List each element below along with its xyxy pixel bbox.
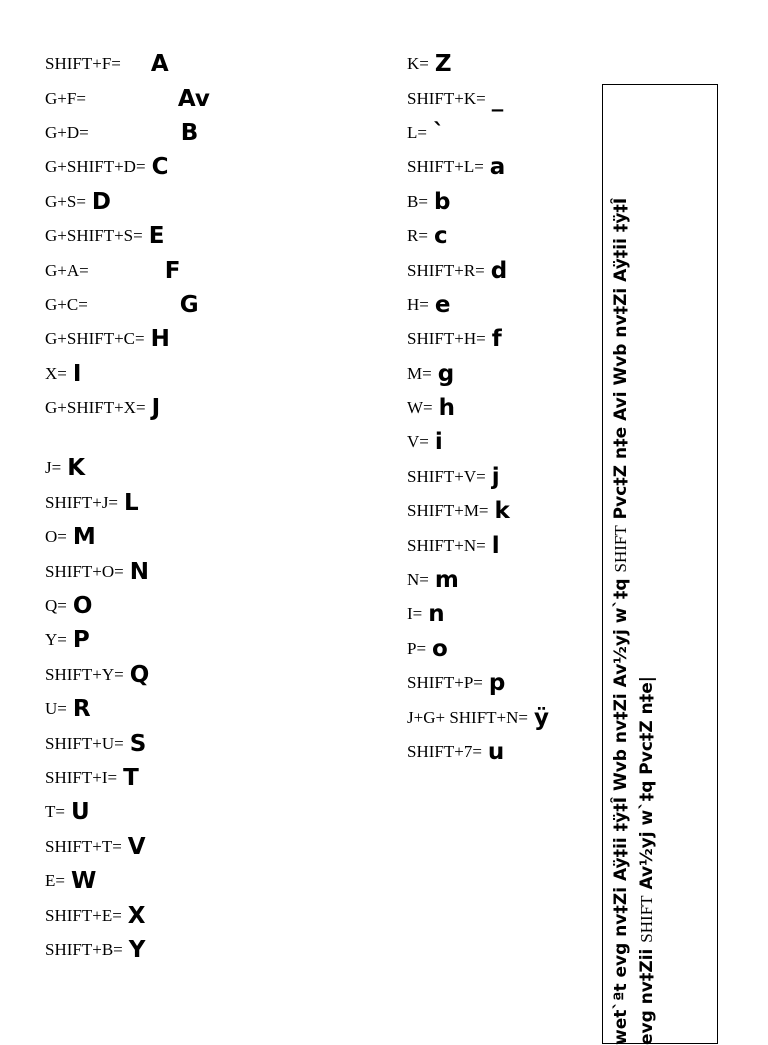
key-combo: I=	[407, 604, 423, 624]
output-character: b	[433, 188, 451, 215]
key-mapping-row	[45, 451, 375, 485]
key-mapping-row	[407, 253, 597, 287]
output-character: C	[151, 154, 169, 181]
output-character: f	[491, 326, 502, 353]
output-character: F	[164, 257, 181, 284]
output-character: c	[433, 223, 448, 250]
output-character: _	[491, 85, 504, 112]
output-character: l	[491, 532, 500, 559]
key-combo: G+S=	[45, 191, 86, 211]
output-character: U	[70, 799, 90, 826]
key-combo: SHIFT+V=	[407, 466, 486, 486]
key-mapping-row	[45, 898, 375, 932]
key-mapping-row	[45, 795, 375, 829]
output-character: m	[434, 567, 459, 594]
side-note-line-1-part-a: wet`ªt evg nv‡Zi Aÿ‡ii ‡ÿ‡Î Wvb nv‡Zi Av½yj w`‡q	[611, 578, 631, 1045]
key-combo: H=	[407, 294, 429, 314]
key-mapping-row	[45, 554, 375, 588]
key-mapping-row	[45, 761, 375, 795]
key-mapping-row	[45, 726, 375, 760]
output-character: T	[123, 765, 139, 791]
output-character: S	[129, 730, 147, 757]
output-character: B	[180, 119, 199, 146]
section-spacer	[45, 425, 375, 451]
side-note-rotated	[603, 85, 719, 1045]
key-combo: Y=	[45, 630, 67, 650]
key-mapping-row	[45, 589, 375, 623]
key-mapping-row	[45, 933, 375, 967]
output-character: Y	[128, 936, 146, 963]
key-combo: SHIFT+F=	[45, 54, 121, 74]
output-character: G	[179, 291, 199, 318]
key-combo: N=	[407, 570, 429, 590]
right-key-column	[407, 47, 597, 769]
key-combo: SHIFT+T=	[45, 836, 122, 856]
key-combo: P=	[407, 638, 427, 658]
key-combo: V=	[407, 432, 429, 452]
key-mapping-row	[45, 391, 375, 425]
key-mapping-row	[407, 700, 597, 734]
key-combo: SHIFT+K=	[407, 88, 486, 108]
key-combo: SHIFT+R=	[407, 260, 485, 280]
key-mapping-row	[45, 520, 375, 554]
key-mapping-row	[45, 658, 375, 692]
key-combo: G+SHIFT+D=	[45, 157, 146, 177]
side-note-line-1	[611, 198, 631, 1045]
key-mapping-row	[407, 494, 597, 528]
key-mapping-row	[45, 864, 375, 898]
output-character: p	[488, 670, 506, 697]
key-mapping-row	[45, 219, 375, 253]
output-character: X	[127, 902, 146, 929]
key-combo: SHIFT+O=	[45, 561, 124, 581]
key-mapping-row	[407, 597, 597, 631]
key-mapping-row	[407, 632, 597, 666]
key-mapping-row	[45, 116, 375, 150]
key-combo: G+A=	[45, 260, 89, 280]
output-character: h	[438, 395, 456, 422]
key-combo: SHIFT+U=	[45, 733, 124, 753]
key-mapping-row	[45, 253, 375, 287]
left-key-column	[45, 47, 375, 967]
key-combo: X=	[45, 363, 67, 383]
key-combo: T=	[45, 802, 65, 822]
key-mapping-row	[45, 357, 375, 391]
key-mapping-row	[407, 219, 597, 253]
output-character: n	[428, 601, 445, 628]
key-mapping-row	[407, 528, 597, 562]
output-character: N	[129, 558, 149, 585]
key-combo: G+SHIFT+C=	[45, 329, 145, 349]
key-combo: SHIFT+P=	[407, 673, 483, 693]
key-mapping-row	[407, 425, 597, 459]
output-character: Av	[177, 85, 210, 112]
output-character: `	[432, 119, 445, 146]
key-combo: SHIFT+7=	[407, 742, 482, 761]
output-character: a	[489, 154, 506, 181]
key-combo: G+SHIFT+S=	[45, 226, 143, 246]
key-combo: B=	[407, 191, 428, 211]
key-combo: J+G+ SHIFT+N=	[407, 707, 529, 727]
output-character: I	[72, 360, 82, 387]
output-character: E	[148, 223, 165, 250]
side-note-line-2-part-b: Av½yj w`‡q Pvc‡Z n‡e|	[637, 675, 657, 890]
key-combo: G+C=	[45, 294, 88, 314]
key-mapping-row	[45, 322, 375, 356]
output-character: D	[91, 188, 111, 215]
key-mapping-row	[45, 486, 375, 520]
output-character: j	[491, 463, 500, 490]
output-character: k	[494, 498, 510, 525]
key-mapping-row	[45, 288, 375, 322]
output-character: P	[72, 627, 90, 654]
key-combo: Q=	[45, 596, 67, 616]
key-combo: SHIFT+Y=	[45, 664, 124, 684]
output-character: V	[127, 833, 146, 860]
key-combo: G+SHIFT+X=	[45, 398, 146, 418]
key-mapping-row	[407, 288, 597, 322]
output-character: i	[434, 429, 443, 456]
key-mapping-row	[45, 185, 375, 219]
output-character: Z	[434, 51, 452, 78]
output-character: L	[124, 489, 139, 516]
key-mapping-row	[45, 150, 375, 184]
key-mapping-row	[45, 81, 375, 115]
output-character: e	[434, 291, 451, 318]
side-note-line-1-part-b: Pvc‡Z n‡e Avi Wvb nv‡Zi Aÿ‡ii ‡ÿ‡Î	[611, 197, 631, 520]
key-combo: O=	[45, 527, 67, 547]
key-mapping-row	[45, 692, 375, 726]
key-mapping-row	[407, 116, 597, 150]
side-note-line-2	[637, 676, 657, 1045]
key-mapping-row	[407, 81, 597, 115]
key-mapping-row	[407, 391, 597, 425]
output-character: d	[490, 257, 508, 284]
key-combo: G+F=	[45, 88, 86, 108]
key-combo: R=	[407, 226, 428, 246]
key-mapping-row	[45, 830, 375, 864]
key-combo: M=	[407, 363, 432, 383]
key-combo: SHIFT+J=	[45, 492, 119, 512]
key-mapping-row	[407, 150, 597, 184]
side-note-box	[602, 84, 718, 1044]
output-character: ÿ	[534, 704, 550, 731]
side-note-line-2-shift: SHIFT	[637, 895, 656, 943]
output-character: M	[72, 524, 96, 551]
side-note-line-2-part-a: evg nv‡Zii	[637, 948, 657, 1045]
output-character: R	[72, 696, 91, 723]
side-note-line-1-shift: SHIFT	[611, 525, 630, 573]
key-combo: SHIFT+L=	[407, 157, 484, 177]
key-combo: SHIFT+I=	[45, 768, 118, 787]
key-mapping-row	[407, 47, 597, 81]
output-character: K	[67, 455, 86, 482]
key-combo: SHIFT+B=	[45, 939, 123, 959]
key-combo: K=	[407, 54, 429, 74]
key-mapping-row	[407, 322, 597, 356]
output-character: Q	[129, 661, 150, 688]
key-mapping-row	[407, 185, 597, 219]
key-mapping-row	[407, 357, 597, 391]
key-combo: SHIFT+N=	[407, 535, 486, 555]
key-mapping-row	[45, 623, 375, 657]
key-combo: E=	[45, 871, 65, 891]
output-character: J	[151, 395, 161, 422]
output-character: W	[70, 868, 97, 895]
key-combo: G+D=	[45, 122, 89, 142]
key-combo: W=	[407, 398, 433, 418]
output-character: H	[150, 326, 170, 353]
output-character: u	[487, 739, 505, 765]
output-character: g	[437, 360, 455, 387]
key-mapping-row	[407, 735, 597, 769]
key-combo: L=	[407, 122, 427, 142]
key-combo: SHIFT+M=	[407, 501, 489, 521]
output-character: O	[72, 593, 93, 620]
key-mapping-row	[407, 563, 597, 597]
key-mapping-row	[407, 666, 597, 700]
key-mapping-row	[45, 47, 375, 81]
key-combo: U=	[45, 699, 67, 719]
key-mapping-row	[407, 460, 597, 494]
key-combo: SHIFT+H=	[407, 329, 486, 349]
key-combo: SHIFT+E=	[45, 905, 122, 925]
output-character: A	[150, 51, 169, 78]
output-character: o	[432, 635, 448, 662]
key-combo: J=	[45, 458, 62, 478]
